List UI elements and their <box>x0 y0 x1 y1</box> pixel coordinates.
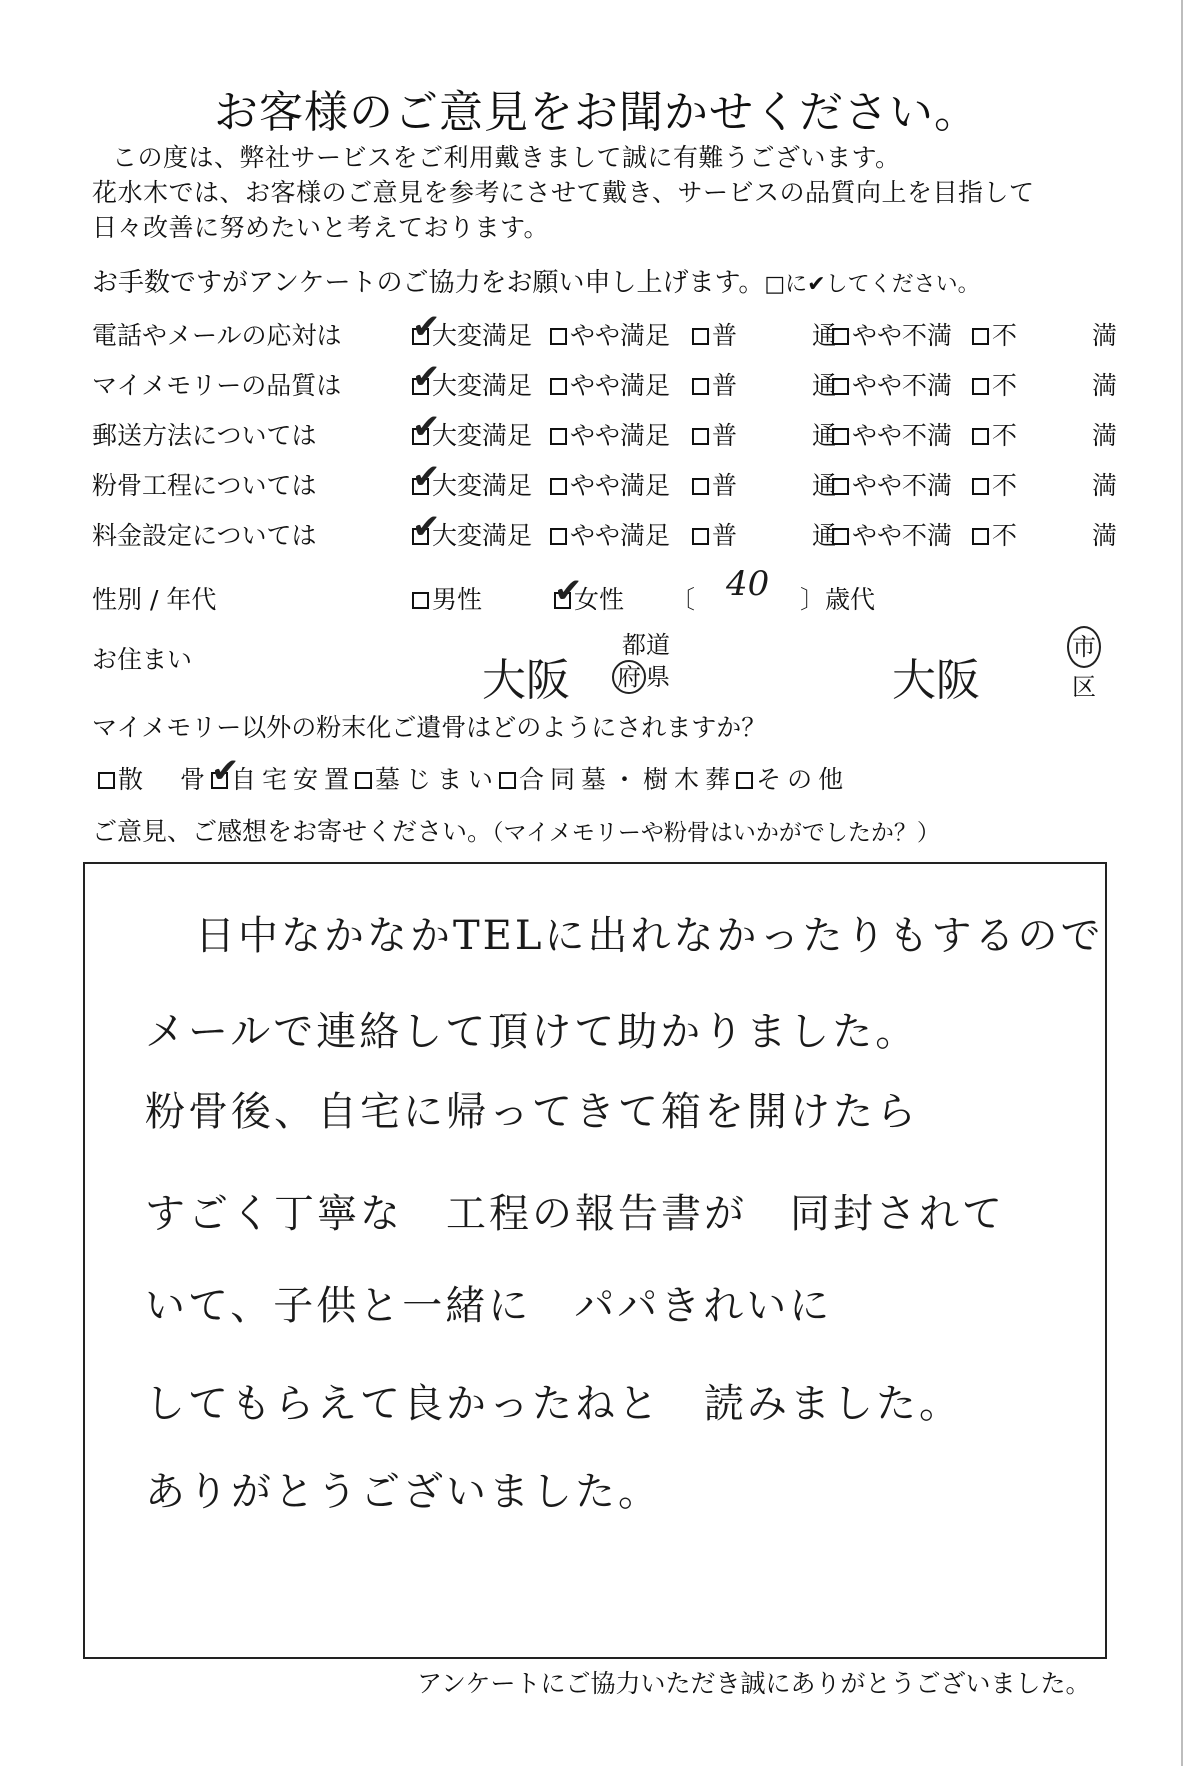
rating-checkbox[interactable] <box>550 528 567 545</box>
rating-option[interactable] <box>972 416 1117 452</box>
rating-checkbox[interactable] <box>550 478 567 495</box>
rating-option-label: 不 満 <box>992 521 1118 550</box>
rating-option-label: 大変満足 <box>432 371 533 400</box>
pref-suffix-fu[interactable]: 府 <box>612 660 646 694</box>
disposal-question: マイメモリー以外の粉末化ご遺骨はどのようにされますか？ <box>92 713 767 742</box>
rating-option-label: やや満足 <box>570 471 671 500</box>
comment-line: してもらえて良かったねと 読みました。 <box>145 1381 962 1427</box>
survey-request <box>92 262 980 299</box>
rating-checkbox[interactable] <box>972 428 989 445</box>
disposal-checkbox[interactable] <box>211 772 228 789</box>
rating-option[interactable] <box>832 466 952 502</box>
rating-checkbox[interactable] <box>692 528 709 545</box>
rating-option[interactable] <box>832 316 952 352</box>
female-option[interactable] <box>554 580 624 616</box>
rating-checkbox[interactable] <box>412 378 429 395</box>
rating-question: 電話やメールの応対は <box>92 321 342 350</box>
rating-question: 料金設定については <box>92 521 317 550</box>
rating-checkbox[interactable] <box>972 378 989 395</box>
female-checkbox[interactable] <box>554 592 571 609</box>
rating-option[interactable] <box>972 516 1117 552</box>
rating-option[interactable] <box>412 516 532 552</box>
male-option[interactable] <box>412 580 482 616</box>
rating-option[interactable] <box>832 366 952 402</box>
rating-option[interactable] <box>832 416 952 452</box>
disposal-option-label: その他 <box>756 765 850 794</box>
city-value[interactable]: 大阪 <box>892 655 980 706</box>
rating-checkbox[interactable] <box>832 378 849 395</box>
rating-checkbox[interactable] <box>692 428 709 445</box>
rating-checkbox[interactable] <box>692 378 709 395</box>
rating-option[interactable] <box>832 516 952 552</box>
rating-checkbox[interactable] <box>692 328 709 345</box>
rating-row <box>92 316 1118 356</box>
footer-thanks: アンケートにご協力いただき誠にありがとうございました。 <box>417 1669 1091 1698</box>
scan-edge <box>1181 0 1183 1766</box>
rating-checkbox[interactable] <box>832 528 849 545</box>
rating-option[interactable] <box>692 466 837 502</box>
rating-checkbox[interactable] <box>832 478 849 495</box>
rating-option[interactable] <box>692 366 837 402</box>
pref-suffix-do[interactable]: 道 <box>646 631 670 659</box>
rating-option-label: 普 通 <box>712 471 838 500</box>
rating-option-label: 大変満足 <box>432 421 533 450</box>
rating-checkbox[interactable] <box>412 528 429 545</box>
comments-hint: （マイメモリーや粉骨はいかがでしたか？） <box>492 820 940 846</box>
rating-option-label: やや満足 <box>570 371 671 400</box>
gender-age-label: 性別 / 年代 <box>92 585 217 614</box>
rating-checkbox[interactable] <box>412 428 429 445</box>
rating-option[interactable] <box>550 416 670 452</box>
female-label: 女性 <box>574 585 625 614</box>
rating-option[interactable] <box>550 466 670 502</box>
disposal-option-label: 合同墓・樹木葬 <box>519 765 737 794</box>
disposal-options <box>98 760 849 796</box>
rating-option[interactable] <box>692 516 837 552</box>
rating-question: 郵送方法については <box>92 421 317 450</box>
rating-checkbox[interactable] <box>550 328 567 345</box>
rating-option-label: やや不満 <box>852 371 953 400</box>
rating-question: マイメモリーの品質は <box>92 371 342 400</box>
disposal-option-label: 自宅安置 <box>231 765 356 794</box>
rating-option-label: 大変満足 <box>432 321 533 350</box>
rating-option[interactable] <box>972 466 1117 502</box>
rating-option-label: やや満足 <box>570 421 671 450</box>
rating-option-label: やや不満 <box>852 421 953 450</box>
rating-option[interactable] <box>972 316 1117 352</box>
rating-option-label: 不 満 <box>992 471 1118 500</box>
disposal-checkbox[interactable] <box>98 772 115 789</box>
rating-row <box>92 466 1118 506</box>
rating-option-label: 大変満足 <box>432 521 533 550</box>
rating-checkbox[interactable] <box>550 378 567 395</box>
rating-option-label: 不 満 <box>992 321 1118 350</box>
comment-line: いて、子供と一緒に パパきれいに <box>145 1283 833 1329</box>
rating-option[interactable] <box>692 316 837 352</box>
city-suffixes <box>1067 626 1101 706</box>
rating-option-label: 不 満 <box>992 371 1118 400</box>
rating-checkbox[interactable] <box>412 328 429 345</box>
rating-checkbox[interactable] <box>412 478 429 495</box>
instruction-text: □に✔してください。 <box>764 272 980 297</box>
city-suffix-shi[interactable]: 市 <box>1067 626 1101 668</box>
intro-text <box>92 140 1035 245</box>
rating-option[interactable] <box>550 366 670 402</box>
comment-line: ありがとうございました。 <box>145 1469 661 1515</box>
rating-question: 粉骨工程については <box>92 471 317 500</box>
age-bracket-open: 〔 <box>670 585 696 614</box>
rating-option[interactable] <box>550 316 670 352</box>
pref-suffix-ken[interactable]: 県 <box>646 663 670 691</box>
prefecture-suffixes <box>612 630 670 694</box>
disposal-option[interactable] <box>98 765 211 794</box>
rating-checkbox[interactable] <box>832 328 849 345</box>
age-bracket-close: 〕歳代 <box>800 585 876 614</box>
intro-line: この度は、弊社サービスをご利用戴きまして誠に有難うございます。 <box>112 143 901 172</box>
disposal-option-label: 散 骨 <box>118 765 212 794</box>
rating-option[interactable] <box>412 316 532 352</box>
rating-option-label: やや不満 <box>852 521 953 550</box>
rating-checkbox[interactable] <box>550 428 567 445</box>
comments-question-text: ご意見、ご感想をお寄せください。 <box>92 817 493 846</box>
form-title: お客様のご意見をお聞かせください。 <box>214 87 979 138</box>
residence-label: お住まい <box>92 645 193 674</box>
comment-line: すごく丁寧な 工程の報告書が 同封されて <box>145 1191 1005 1237</box>
disposal-option[interactable] <box>499 765 736 794</box>
intro-line: 日々改善に努めたいと考えております。 <box>92 213 550 242</box>
comment-line: メールで連絡して頂けて助かりました。 <box>145 1009 919 1055</box>
rating-checkbox[interactable] <box>972 478 989 495</box>
disposal-option[interactable] <box>736 765 849 794</box>
rating-row <box>92 516 1118 556</box>
comment-line: 日中なかなかTELに出れなかったりもするので <box>195 913 1104 959</box>
rating-checkbox[interactable] <box>832 428 849 445</box>
rating-checkbox[interactable] <box>692 478 709 495</box>
rating-option-label: 普 通 <box>712 321 838 350</box>
rating-option-label: 普 通 <box>712 521 838 550</box>
age-value[interactable]: 40 <box>726 564 770 604</box>
rating-option[interactable] <box>412 416 532 452</box>
intro-line: 花水木では、お客様のご意見を参考にさせて戴き、サービスの品質向上を目指して <box>92 178 1035 207</box>
comments-question <box>92 812 940 848</box>
disposal-option[interactable] <box>355 765 499 794</box>
rating-row <box>92 416 1118 456</box>
comment-line: 粉骨後、自宅に帰ってきて箱を開けたら <box>145 1089 919 1135</box>
residence-row <box>92 631 1102 706</box>
city-suffix-ku[interactable]: 区 <box>1072 673 1096 701</box>
rating-option-label: 普 通 <box>712 421 838 450</box>
prefecture-value[interactable]: 大阪 <box>482 655 570 706</box>
male-label: 男性 <box>432 585 483 614</box>
rating-option[interactable] <box>412 366 532 402</box>
rating-option[interactable] <box>550 516 670 552</box>
disposal-checkbox[interactable] <box>736 772 753 789</box>
rating-checkbox[interactable] <box>972 528 989 545</box>
rating-row <box>92 366 1118 406</box>
rating-option-label: 不 満 <box>992 421 1118 450</box>
rating-option[interactable] <box>412 466 532 502</box>
comment-box[interactable] <box>83 862 1107 1659</box>
rating-option[interactable] <box>972 366 1117 402</box>
male-checkbox[interactable] <box>412 592 429 609</box>
pref-suffix-to[interactable]: 都 <box>622 631 646 659</box>
disposal-option[interactable] <box>211 765 355 794</box>
rating-option-label: やや不満 <box>852 321 953 350</box>
rating-option-label: やや満足 <box>570 521 671 550</box>
rating-option-label: やや満足 <box>570 321 671 350</box>
rating-option-label: 普 通 <box>712 371 838 400</box>
rating-option-label: 大変満足 <box>432 471 533 500</box>
rating-checkbox[interactable] <box>972 328 989 345</box>
disposal-checkbox[interactable] <box>355 772 372 789</box>
request-text: お手数ですがアンケートのご協力をお願い申し上げます。 <box>92 268 765 298</box>
disposal-checkbox[interactable] <box>499 772 516 789</box>
rating-option-label: やや不満 <box>852 471 953 500</box>
disposal-option-label: 墓じまい <box>375 765 500 794</box>
rating-option[interactable] <box>692 416 837 452</box>
